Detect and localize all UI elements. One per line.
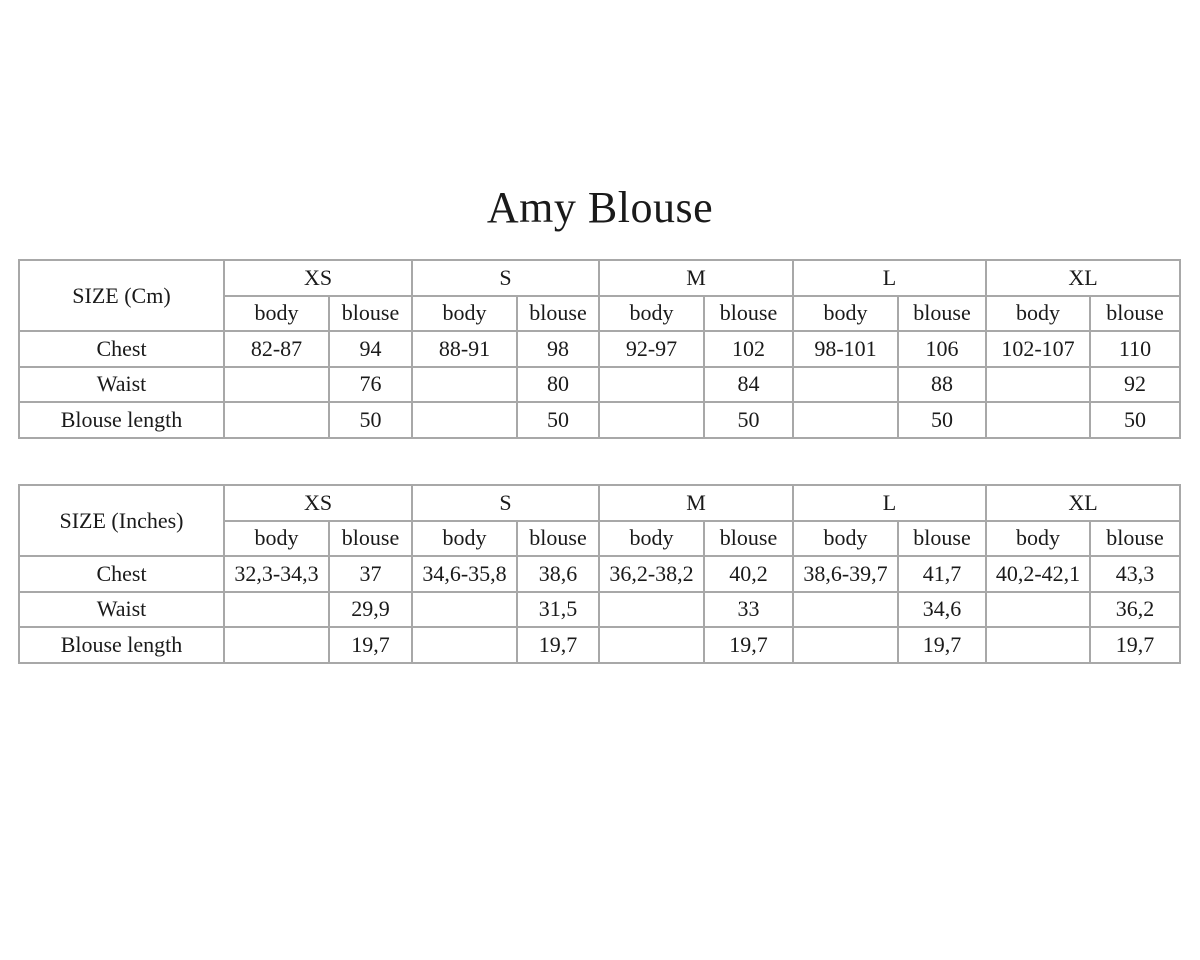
table-cell bbox=[412, 367, 517, 403]
sub-header-blouse: blouse bbox=[1090, 521, 1180, 557]
table-cell: 36,2-38,2 bbox=[599, 556, 704, 592]
table-cell: 19,7 bbox=[517, 627, 599, 663]
sub-header-blouse: blouse bbox=[898, 521, 986, 557]
table-row bbox=[19, 331, 1180, 367]
sub-header-body: body bbox=[986, 521, 1090, 557]
table-cell: 41,7 bbox=[898, 556, 986, 592]
table-cell: 38,6-39,7 bbox=[793, 556, 898, 592]
sub-header-blouse: blouse bbox=[704, 296, 793, 332]
table-cell: 94 bbox=[329, 331, 412, 367]
table-cell bbox=[986, 402, 1090, 438]
size-m-header: M bbox=[599, 260, 793, 296]
sub-header-body: body bbox=[793, 521, 898, 557]
size-unit-label: SIZE (Inches) bbox=[19, 485, 224, 556]
table-cell: 50 bbox=[517, 402, 599, 438]
table-cell: 88 bbox=[898, 367, 986, 403]
sub-header-blouse: blouse bbox=[517, 521, 599, 557]
sub-header-blouse: blouse bbox=[517, 296, 599, 332]
table-cell: 98 bbox=[517, 331, 599, 367]
table-cell: 19,7 bbox=[329, 627, 412, 663]
table-cell: 92-97 bbox=[599, 331, 704, 367]
table-cell bbox=[793, 592, 898, 628]
table-cell: 50 bbox=[704, 402, 793, 438]
table-cell: 19,7 bbox=[898, 627, 986, 663]
table-cell: 82-87 bbox=[224, 331, 329, 367]
sub-header-body: body bbox=[224, 296, 329, 332]
table-cell: 38,6 bbox=[517, 556, 599, 592]
table-cell bbox=[224, 402, 329, 438]
size-xl-header: XL bbox=[986, 485, 1180, 521]
sub-header-body: body bbox=[599, 296, 704, 332]
table-cell: 36,2 bbox=[1090, 592, 1180, 628]
table-cell bbox=[412, 592, 517, 628]
size-header-row bbox=[19, 260, 1180, 296]
table-cell: 32,3-34,3 bbox=[224, 556, 329, 592]
size-table-inches bbox=[18, 484, 1181, 664]
size-l-header: L bbox=[793, 485, 986, 521]
table-cell: 50 bbox=[1090, 402, 1180, 438]
table-cell bbox=[224, 627, 329, 663]
table-cell bbox=[793, 367, 898, 403]
sub-header-body: body bbox=[412, 296, 517, 332]
sub-header-body: body bbox=[224, 521, 329, 557]
table-cell: 110 bbox=[1090, 331, 1180, 367]
table-cell: 31,5 bbox=[517, 592, 599, 628]
table-cell: 29,9 bbox=[329, 592, 412, 628]
sub-header-body: body bbox=[793, 296, 898, 332]
table-cell: 33 bbox=[704, 592, 793, 628]
sub-header-blouse: blouse bbox=[704, 521, 793, 557]
size-l-header: L bbox=[793, 260, 986, 296]
row-label: Waist bbox=[19, 592, 224, 628]
table-cell: 40,2 bbox=[704, 556, 793, 592]
table-cell: 92 bbox=[1090, 367, 1180, 403]
table-cell: 102 bbox=[704, 331, 793, 367]
table-cell: 80 bbox=[517, 367, 599, 403]
table-cell: 88-91 bbox=[412, 331, 517, 367]
size-s-header: S bbox=[412, 260, 599, 296]
table-cell: 19,7 bbox=[704, 627, 793, 663]
table-cell bbox=[412, 402, 517, 438]
table-row bbox=[19, 402, 1180, 438]
table-row bbox=[19, 556, 1180, 592]
table-cell bbox=[599, 367, 704, 403]
table-cell bbox=[599, 592, 704, 628]
sub-header-blouse: blouse bbox=[329, 296, 412, 332]
table-cell: 50 bbox=[329, 402, 412, 438]
sub-header-body: body bbox=[412, 521, 517, 557]
table-cell: 106 bbox=[898, 331, 986, 367]
table-cell: 34,6 bbox=[898, 592, 986, 628]
size-table-cm bbox=[18, 259, 1181, 439]
size-m-header: M bbox=[599, 485, 793, 521]
table-cell: 43,3 bbox=[1090, 556, 1180, 592]
sub-header-blouse: blouse bbox=[329, 521, 412, 557]
row-label: Blouse length bbox=[19, 402, 224, 438]
table-cell: 76 bbox=[329, 367, 412, 403]
row-label: Waist bbox=[19, 367, 224, 403]
table-cell bbox=[224, 367, 329, 403]
table-cell: 19,7 bbox=[1090, 627, 1180, 663]
sub-header-blouse: blouse bbox=[898, 296, 986, 332]
size-xl-header: XL bbox=[986, 260, 1180, 296]
sub-header-body: body bbox=[986, 296, 1090, 332]
table-cell: 84 bbox=[704, 367, 793, 403]
table-cell: 98-101 bbox=[793, 331, 898, 367]
table-cell: 37 bbox=[329, 556, 412, 592]
size-unit-label: SIZE (Cm) bbox=[19, 260, 224, 331]
size-xs-header: XS bbox=[224, 260, 412, 296]
size-header-row bbox=[19, 485, 1180, 521]
size-s-header: S bbox=[412, 485, 599, 521]
table-cell bbox=[412, 627, 517, 663]
table-cell: 40,2-42,1 bbox=[986, 556, 1090, 592]
table-cell bbox=[986, 627, 1090, 663]
table-cell bbox=[986, 367, 1090, 403]
table-row bbox=[19, 627, 1180, 663]
row-label: Chest bbox=[19, 556, 224, 592]
table-row bbox=[19, 367, 1180, 403]
table-cell bbox=[793, 627, 898, 663]
sub-header-body: body bbox=[599, 521, 704, 557]
table-cell: 34,6-35,8 bbox=[412, 556, 517, 592]
row-label: Blouse length bbox=[19, 627, 224, 663]
table-cell bbox=[599, 402, 704, 438]
table-cell: 102-107 bbox=[986, 331, 1090, 367]
table-cell bbox=[793, 402, 898, 438]
table-cell bbox=[224, 592, 329, 628]
table-cell bbox=[599, 627, 704, 663]
table-cell: 50 bbox=[898, 402, 986, 438]
sub-header-blouse: blouse bbox=[1090, 296, 1180, 332]
size-xs-header: XS bbox=[224, 485, 412, 521]
row-label: Chest bbox=[19, 331, 224, 367]
table-cell bbox=[986, 592, 1090, 628]
table-row bbox=[19, 592, 1180, 628]
page-title: Amy Blouse bbox=[486, 183, 714, 232]
